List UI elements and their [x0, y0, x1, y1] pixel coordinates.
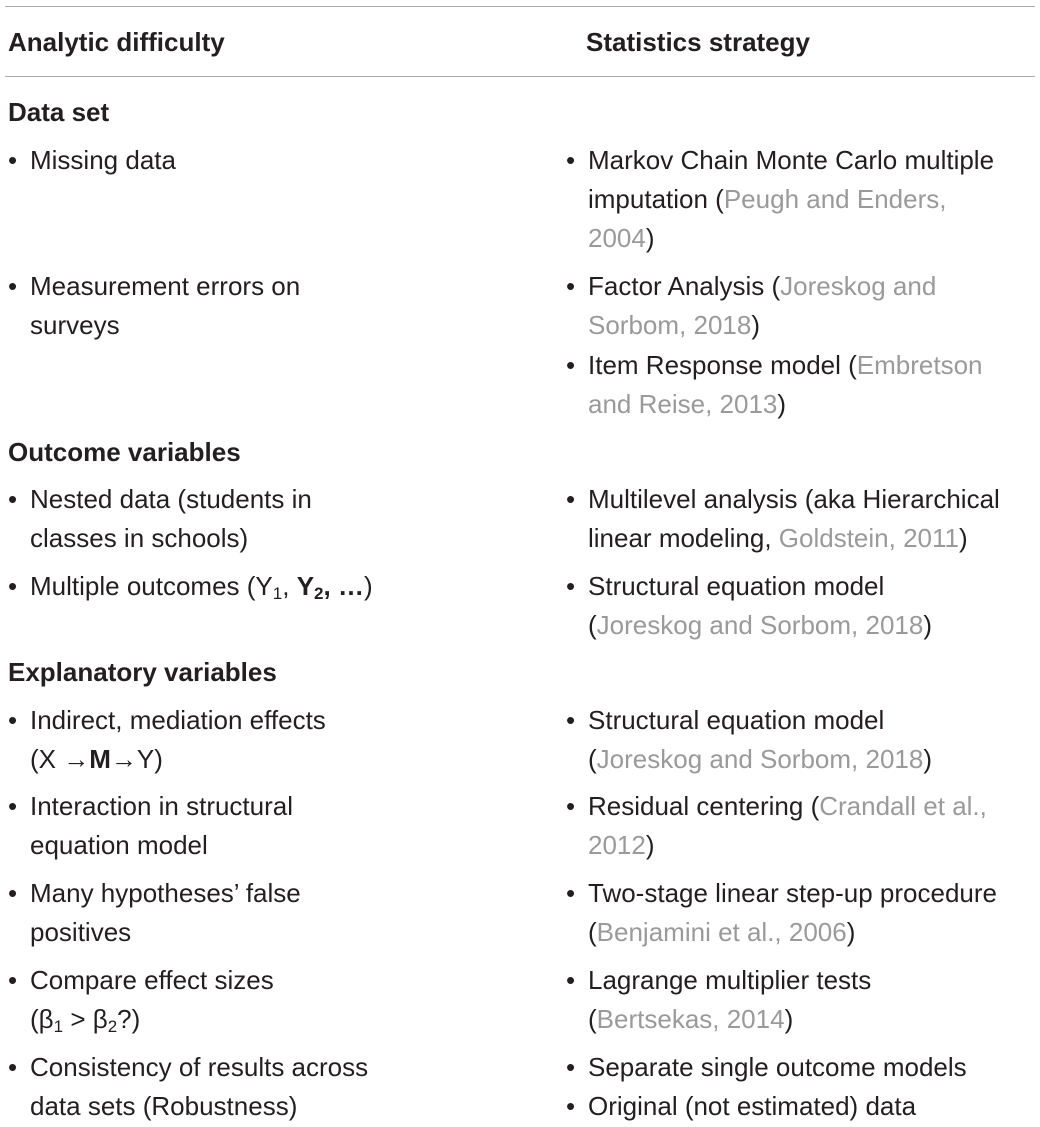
strategy-sem-outcomes: • Structural equation model (Joreskog and Sorbom, 2018): [588, 567, 932, 645]
bullet: •: [566, 1091, 576, 1121]
citation-link[interactable]: Sorbom, 2018: [588, 310, 752, 340]
bullet: •: [566, 145, 576, 175]
strategy-multilevel: • Multilevel analysis (aka Hierarchical linear modeling, Goldstein, 2011): [588, 480, 1000, 558]
strategy-original-data: • Original (not estimated) data: [588, 1087, 916, 1126]
bullet: •: [8, 571, 18, 601]
bullet: •: [8, 145, 18, 175]
difficulty-consistency: • Consistency of results across data sets (Robustness): [30, 1048, 368, 1126]
bullet: •: [8, 271, 18, 301]
citation-link[interactable]: and Reise, 2013: [588, 389, 778, 419]
citation-link[interactable]: Bertsekas, 2014: [596, 1004, 785, 1034]
citation-link[interactable]: 2012: [588, 830, 646, 860]
bullet: •: [8, 791, 18, 821]
section-explanatory-variables: Explanatory variables: [8, 657, 277, 687]
strategy-sem-mediation: • Structural equation model (Joreskog and Sorbom, 2018): [588, 701, 932, 779]
strategy-residual-centering: • Residual centering (Crandall et al., 2012): [588, 787, 987, 865]
difficulty-interaction: • Interaction in structural equation model: [30, 787, 293, 865]
bullet: •: [8, 705, 18, 735]
difficulty-measurement-errors: • Measurement errors on surveys: [30, 267, 300, 345]
citation-link[interactable]: Embretson: [856, 350, 983, 380]
citation-link[interactable]: Joreskog and Sorbom, 2018: [596, 744, 924, 774]
difficulty-indirect-effects: • Indirect, mediation effects (X →M→Y): [30, 701, 326, 779]
bullet: •: [566, 571, 576, 601]
strategy-mcmc: • Markov Chain Monte Carlo multiple imputation (Peugh and Enders, 2004): [588, 141, 994, 258]
bullet: •: [566, 878, 576, 908]
bullet: •: [566, 965, 576, 995]
header-rule: [5, 76, 1035, 77]
header-analytic-difficulty: Analytic difficulty: [8, 27, 225, 57]
strategy-separate-models: • Separate single outcome models: [588, 1048, 967, 1087]
bullet: •: [566, 791, 576, 821]
citation-link[interactable]: 2004: [588, 223, 646, 253]
difficulty-nested-data: • Nested data (students in classes in schools): [30, 480, 312, 558]
strategy-step-up: • Two-stage linear step-up procedure (Benjamini et al., 2006): [588, 874, 997, 952]
top-rule: [5, 6, 1035, 7]
difficulty-missing-data: • Missing data: [30, 141, 176, 180]
bullet: •: [8, 878, 18, 908]
bullet: •: [566, 1052, 576, 1082]
section-data-set: Data set: [8, 97, 110, 127]
header-statistics-strategy: Statistics strategy: [586, 27, 810, 57]
bullet: •: [8, 1052, 18, 1082]
bullet: •: [566, 484, 576, 514]
citation-link[interactable]: Benjamini et al., 2006: [596, 917, 847, 947]
bullet: •: [566, 350, 576, 380]
citation-link[interactable]: Goldstein, 2011: [778, 523, 959, 553]
strategy-item-response: • Item Response model (Embretson and Reise, 2013): [588, 346, 983, 424]
difficulty-false-positives: • Many hypotheses’ false positives: [30, 874, 301, 952]
section-outcome-variables: Outcome variables: [8, 437, 241, 467]
citation-link[interactable]: Joreskog and: [780, 271, 937, 301]
bullet: •: [566, 705, 576, 735]
citation-link[interactable]: Peugh and Enders,: [723, 184, 947, 214]
bullet: •: [8, 965, 18, 995]
citation-link[interactable]: Joreskog and Sorbom, 2018: [596, 610, 924, 640]
strategy-factor-analysis: • Factor Analysis (Joreskog and Sorbom, 2018): [588, 267, 936, 345]
strategy-lagrange: • Lagrange multiplier tests (Bertsekas, 2014): [588, 961, 871, 1039]
citation-link[interactable]: Crandall et al.,: [819, 791, 987, 821]
difficulty-multiple-outcomes: • Multiple outcomes ($Y_1$, $Y_2$, …): [30, 567, 373, 606]
bullet: •: [8, 484, 18, 514]
difficulty-effect-sizes: • Compare effect sizes ($\beta_1$ > $\beta_2$?): [30, 961, 274, 1039]
bullet: •: [566, 271, 576, 301]
